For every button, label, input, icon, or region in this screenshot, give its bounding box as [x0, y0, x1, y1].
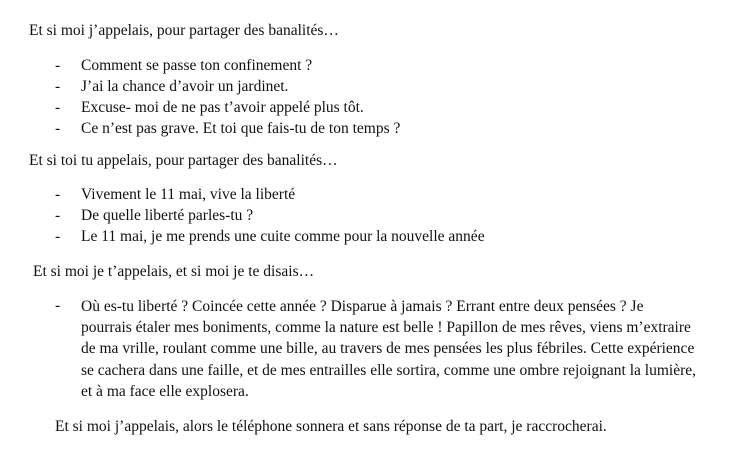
- list-item: [0, 98, 400, 119]
- list-item-text: Ce n’est pas grave. Et toi que fais-tu de ton temps ?: [81, 120, 401, 137]
- stanza-2-intro: Et si toi tu appelais, pour partager des banalités…: [29, 152, 338, 169]
- list-item: [0, 227, 485, 248]
- stanza-1-intro: Et si moi j’appelais, pour partager des banalités…: [29, 22, 339, 39]
- list-item-text: Excuse- moi de ne pas t’avoir appelé plus tôt.: [81, 99, 364, 116]
- dash-bullet: -: [55, 78, 61, 95]
- dash-bullet: -: [55, 57, 61, 74]
- list-item-text: J’ai la chance d’avoir un jardinet.: [81, 78, 289, 95]
- list-item-text: Comment se passe ton confinement ?: [81, 57, 313, 74]
- dash-bullet: -: [55, 228, 61, 245]
- dash-bullet: -: [55, 297, 61, 314]
- list-item: [0, 77, 400, 98]
- stanza-2-list: [0, 185, 485, 248]
- list-item: [0, 119, 400, 140]
- list-item-text: Le 11 mai, je me prends une cuite comme pour la nouvelle année: [81, 228, 485, 245]
- dash-bullet: -: [55, 99, 61, 116]
- list-item: [0, 185, 485, 206]
- stanza-3-intro: Et si moi je t’appelais, et si moi je te disais…: [33, 263, 315, 280]
- list-item: [0, 206, 485, 227]
- stanza-1-list: [0, 56, 400, 140]
- stanza-3-paragraph-item: [0, 296, 700, 402]
- dash-bullet: -: [55, 120, 61, 137]
- dash-bullet: -: [55, 207, 61, 224]
- dash-bullet: -: [55, 186, 61, 203]
- closing-line: Et si moi j’appelais, alors le téléphone sonnera et sans réponse de ta part, je raccrocherai.: [55, 418, 607, 435]
- list-item: [0, 56, 400, 77]
- stanza-3-paragraph: Où es-tu liberté ? Coincée cette année ? Disparue à jamais ? Errant entre deux pensées ? Je pourrais étaler mes boniments, comme la nature est belle ! Papillon de mes rêves, viens m’extraire de ma vrille, roulant comme une bille, au travers de mes pensées les plus fébriles. Cette expérience se cachera dans une faille, et de mes entrailles elle sortira, comme une ombre rejoignant la lumière, et à ma face elle explosera.: [81, 298, 697, 400]
- list-item-text: De quelle liberté parles-tu ?: [81, 207, 254, 224]
- list-item-text: Vivement le 11 mai, vive la liberté: [81, 186, 296, 203]
